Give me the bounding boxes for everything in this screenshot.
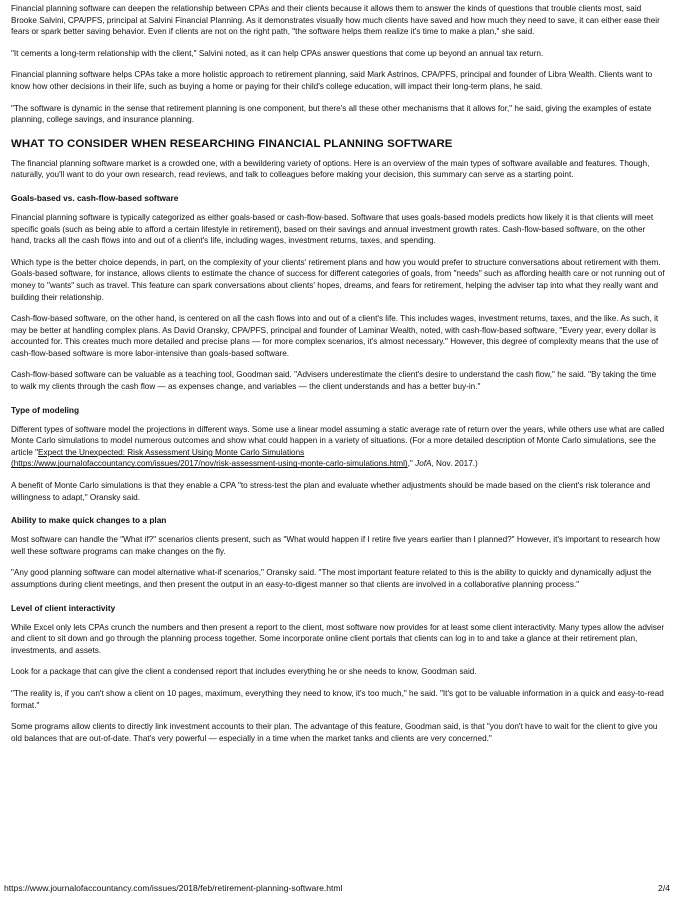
paragraph: Which type is the better choice depends, in part, on the complexity of your clients' retirement plans and how you would prefer to structure conversations about retirement with them. Goals-based software, for instance, allows clients to estimate the chance of success for different categories of goals, from "needs" such as affording health care or not running out of money to "wants" such as travel. This feature can spark conversations about clients' hopes, dreams, and fears for retirement, helping the adviser tap into what they really want and building their relationship. bbox=[11, 257, 665, 302]
paragraph: "The software is dynamic in the sense that retirement planning is one component, but there's all these other mechanisms that it allows for," he said, giving the examples of estate planning, college savings, and insurance planning. bbox=[11, 103, 652, 125]
text: , Nov. 2017.) bbox=[431, 459, 478, 469]
paragraph: Financial planning software can deepen the relationship between CPAs and their clients because it allows them to answer the kinds of questions that trouble clients most, said Brooke Salvini, CPA/PFS, principal at Salvini Financial Planning. As it demonstrates visually how much clients have saved and how much they need to save, it can either ease their fears or spark better saving behavior. Even if clients are not on the right path, "the software helps them realize it's time to make a plan," she said. bbox=[11, 4, 660, 37]
monte-carlo-article-link[interactable] bbox=[11, 448, 408, 469]
paragraph: "Any good planning software can model alternative what-if scenarios," Oransky said. "The most important feature related to this is the ability to quickly and dynamically adjust the assumptions during client meetings, and then present the output in an easy-to-digest manner so that clients are involved in a collaborative planning process." bbox=[11, 568, 652, 589]
journal-name: JofA bbox=[415, 459, 432, 469]
subheading-modeling: Type of modeling bbox=[11, 404, 80, 415]
paragraph: Financial planning software helps CPAs take a more holistic approach to retirement planning, said Mark Astrinos, CPA/PFS, principal and founder of Libra Wealth. Clients want to know how other decisions in their life, such as buying a home or paying for their child's college education, will impact their long-term plans, he said. bbox=[11, 70, 653, 91]
paragraph: "The reality is, if you can't show a client on 10 pages, maximum, everything they need to know, it's too much," he said. "It's got to be valuable information in a quick and easy-to-read format." bbox=[11, 688, 664, 710]
page-number: 2/4 bbox=[658, 883, 670, 893]
paragraph: Financial planning software is typically categorized as either goals-based or cash-flow-based. Software that uses goals-based models predicts how likely it is that clients will meet specific goals (such as being able to afford a certain lifestyle in retirement), based on their savings and annual investment growth rates. Cash-flow-based software, on the other hand, tracks all the cash flows into and out of a client's life, including wages, investment returns, taxes, and spending. bbox=[11, 212, 654, 246]
paragraph: Cash-flow-based software, on the other hand, is centered on all the cash flows into and out of a client's life. This includes wages, investment returns, taxes, and the like. As such, it may be better at handling complex plans. As David Oransky, CPA/PFS, principal and founder of Laminar Wealth, noted, with cash-flow-based software, "Every year, every dollar is accounted for. This creates much more detailed and precise plans — for more complex scenarios, it's almost necessary." However, this degree of complexity means that the use of cash-flow-based software is more labor-intensive than goals-based software. bbox=[11, 314, 659, 358]
paragraph: Look for a package that can give the client a condensed report that includes everything he or she needs to know, Goodman said. bbox=[11, 667, 477, 677]
paragraph: Cash-flow-based software can be valuable as a teaching tool, Goodman said. "Advisers underestimate the client's desire to understand the cash flow," he said. "By taking the time to walk my clients through the cash flow — as expenses change, and variables — the client understands and has a better buy-in." bbox=[11, 370, 657, 392]
paragraph: Most software can handle the "What if?" scenarios clients present, such as "What would happen if I retire five years earlier than I planned?" However, it's important to research how well these software programs can make changes on the fly. bbox=[11, 535, 660, 556]
paragraph: A benefit of Monte Carlo simulations is that they enable a CPA "to stress-test the plan and evaluate whether adjustments should be made based on the client's risk tolerance and willingness to adapt," Oransky said. bbox=[11, 481, 651, 502]
text: Different types of software model the projections in different ways. Some use a linear model assuming a static average rate of return over the years, while others use what are called Monte Carlo simulations to model numerous outcomes and show what could happen in a variety of situations. (For a more detailed description of Monte Carlo simulations, see the article " bbox=[11, 424, 665, 457]
section-heading: WHAT TO CONSIDER WHEN RESEARCHING FINANCIAL PLANNING SOFTWARE bbox=[11, 137, 453, 150]
article-body bbox=[11, 3, 665, 754]
subheading-changes: Ability to make quick changes to a plan bbox=[11, 515, 167, 526]
print-footer bbox=[4, 883, 670, 893]
link-url: (https://www.journalofaccountancy.com/issues/2017/nov/risk-assessment-using-monte-carlo-simulations.html) bbox=[11, 459, 408, 469]
paragraph: While Excel only lets CPAs crunch the numbers and then present a report to the client, most software now provides for at least some client interactivity. Many types allow the adviser and client to sit down and go through the planning process together. Some incorporate online client portals that clients can log in to and take a glance at their retirement plan, investments, and assets. bbox=[11, 622, 665, 655]
text: ," bbox=[407, 459, 416, 469]
paragraph: Some programs allow clients to directly link investment accounts to their plan. The advantage of this feature, Goodman said, is that "you don't have to wait for the client to give you old balances that are out-of-date. That's very powerful — especially in a time when the market tanks and clients are very concerned." bbox=[11, 722, 658, 743]
paragraph bbox=[11, 424, 665, 470]
link-title: Expect the Unexpected: Risk Assessment Using Monte Carlo Simulations bbox=[38, 447, 305, 457]
paragraph: The financial planning software market is a crowded one, with a bewildering variety of options. Here is an overview of the main types of software available and features. Though, naturally, you'll want to do your own research, read reviews, and talk to colleagues before making your decision, this summary can serve as a starting point. bbox=[11, 158, 650, 180]
paragraph: "It cements a long-term relationship with the client," Salvini noted, as it can help CPAs answer questions that come up beyond an annual tax return. bbox=[11, 48, 544, 58]
footer-url: https://www.journalofaccountancy.com/issues/2018/feb/retirement-planning-software.html bbox=[4, 883, 343, 893]
subheading-goals: Goals-based vs. cash-flow-based software bbox=[11, 192, 179, 203]
subheading-interactivity: Level of client interactivity bbox=[11, 602, 116, 613]
